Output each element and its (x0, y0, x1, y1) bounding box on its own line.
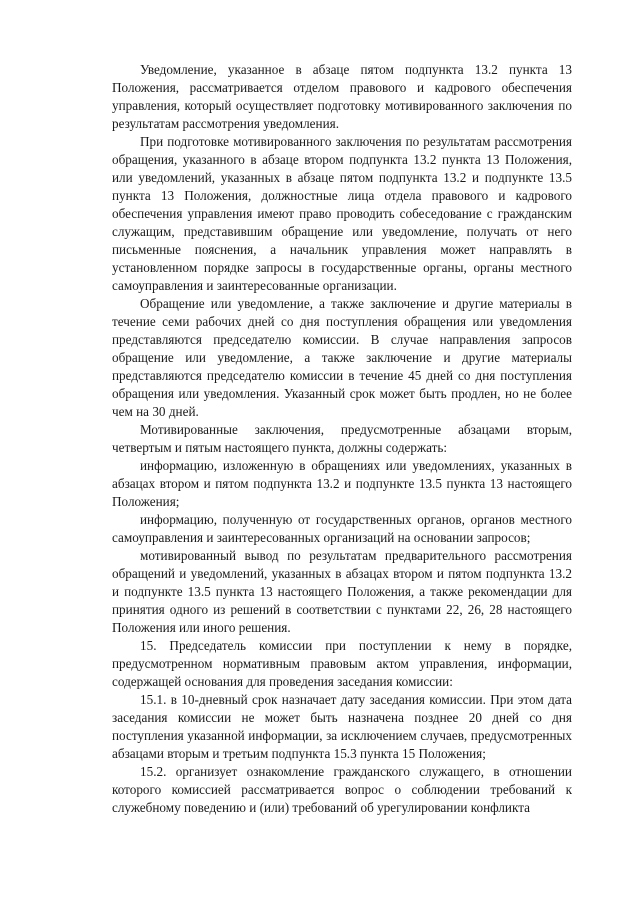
paragraph: Уведомление, указанное в абзаце пятом подпункта 13.2 пункта 13 Положения, рассматривается отделом правового и кадрового обеспечения управления, который осуществляет подготовку мотивированного заключения по результатам рассмотрения уведомления. (112, 62, 572, 131)
list-item: мотивированный вывод по результатам предварительного рассмотрения обращений и уведомлений, указанных в абзацах втором и пятом подпункта 13.2 и подпункте 13.5 пункта 13 настоящего Положения, а также рекомендации для принятия одного из решений в соответствии с пунктами 22, 26, 28 настоящего Положения или иного решения. (112, 548, 572, 635)
list-item: информацию, изложенную в обращениях или уведомлениях, указанных в абзацах втором и пятом подпункта 13.2 и подпункте 13.5 пункта 13 настоящего Положения; (112, 458, 572, 509)
paragraph: 15. Председатель комиссии при поступлении к нему в порядке, предусмотренном нормативным правовым актом управления, информации, содержащей основания для проведения заседания комиссии: (112, 638, 572, 689)
paragraph: При подготовке мотивированного заключения по результатам рассмотрения обращения, указанного в абзаце втором подпункта 13.2 пункта 13 Положения, или уведомлений, указанных в абзаце пятом подпункта 13.2 и подпункте 13.5 пункта 13 Положения, должностные лица отдела правового и кадрового обеспечения управления имеют право проводить собеседование с гражданским служащим, представившим обращение или уведомление, получать от него письменные пояснения, а начальник управления может направлять в установленном порядке запросы в государственные органы, органы местного самоуправления и заинтересованные организации. (112, 134, 572, 293)
list-item: информацию, полученную от государственных органов, органов местного самоуправления и заинтересованных организаций на основании запросов; (112, 512, 572, 545)
paragraph: 15.1. в 10-дневный срок назначает дату заседания комиссии. При этом дата заседания комиссии не может быть назначена позднее 20 дней со дня поступления указанной информации, за исключением случаев, предусмотренных абзацами вторым и третьим подпункта 15.3 пункта 15 Положения; (112, 692, 572, 761)
paragraph: 15.2. организует ознакомление гражданского служащего, в отношении которого комиссией рассматривается вопрос о соблюдении требований к служебному поведению и (или) требований об урегулировании конфликта (112, 764, 572, 815)
document-body (112, 61, 572, 817)
paragraph: Мотивированные заключения, предусмотренные абзацами вторым, четвертым и пятым настоящего пункта, должны содержать: (112, 422, 572, 455)
paragraph: Обращение или уведомление, а также заключение и другие материалы в течение семи рабочих дней со дня поступления обращения или уведомления представляются председателю комиссии. В случае направления запросов обращение или уведомление, а также заключение и другие материалы представляются председателю комиссии в течение 45 дней со дня поступления обращения или уведомления. Указанный срок может быть продлен, но не более чем на 30 дней. (112, 296, 572, 419)
